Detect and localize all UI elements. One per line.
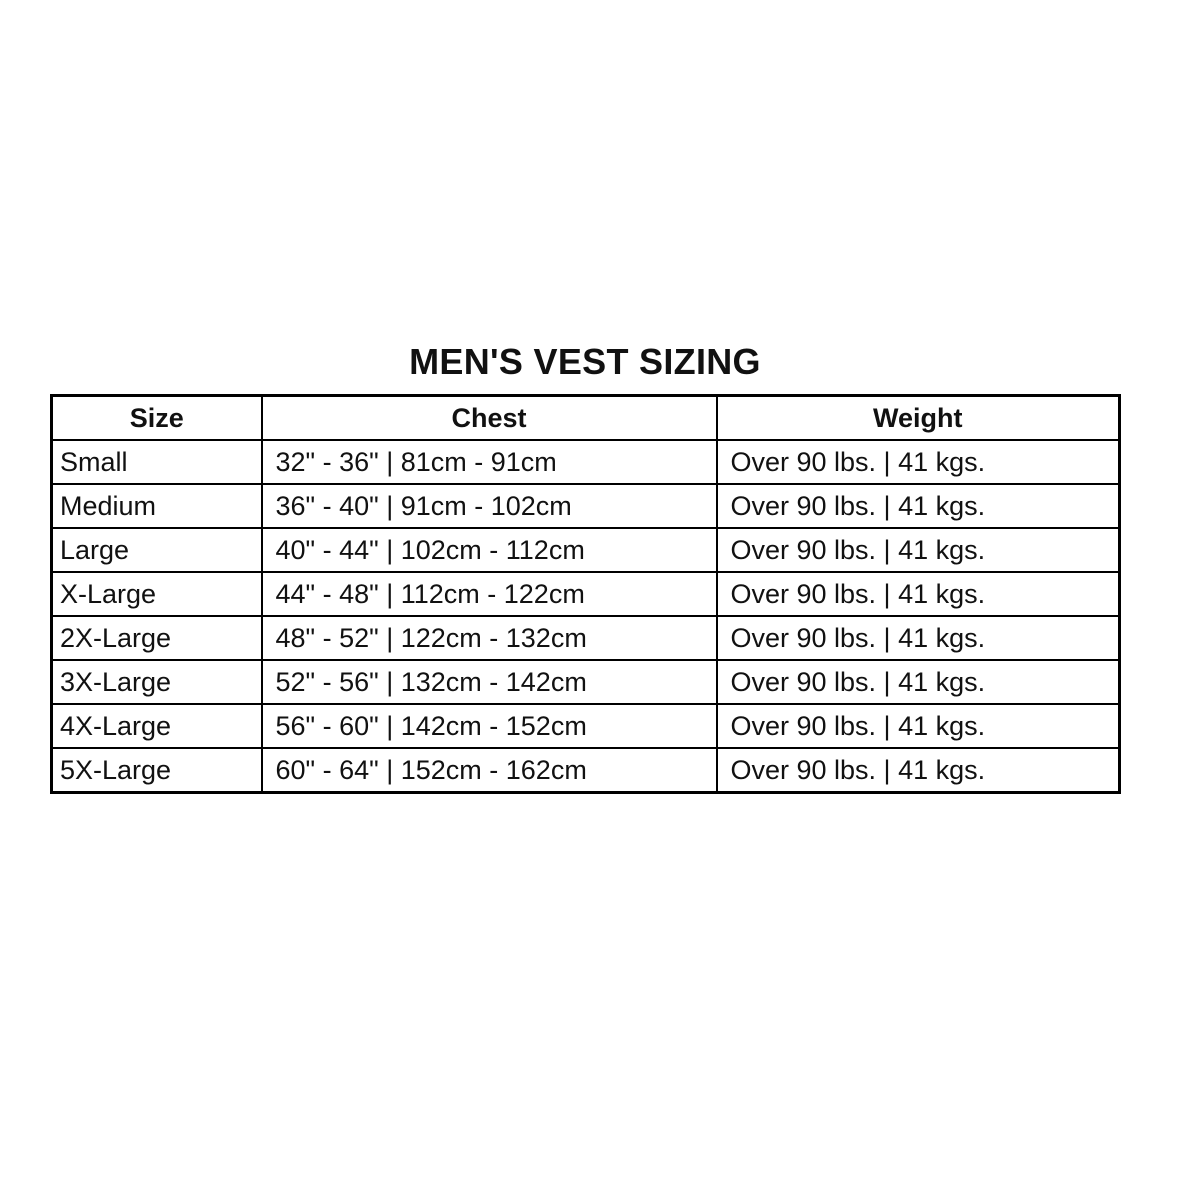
chest-cell: 44" - 48" | 112cm - 122cm (262, 572, 717, 616)
weight-cell: Over 90 lbs. | 41 kgs. (717, 748, 1120, 793)
table-row (52, 704, 1120, 748)
size-cell: 5X-Large (52, 748, 262, 793)
table-row (52, 616, 1120, 660)
table-row (52, 748, 1120, 793)
table-row (52, 572, 1120, 616)
chest-cell: 56" - 60" | 142cm - 152cm (262, 704, 717, 748)
header-weight: Weight (717, 396, 1120, 441)
table-header-row (52, 396, 1120, 441)
size-cell: Medium (52, 484, 262, 528)
header-chest: Chest (262, 396, 717, 441)
header-size: Size (52, 396, 262, 441)
page-title: MEN'S VEST SIZING (409, 341, 761, 382)
table-row (52, 440, 1120, 484)
size-cell: 3X-Large (52, 660, 262, 704)
chest-cell: 48" - 52" | 122cm - 132cm (262, 616, 717, 660)
weight-cell: Over 90 lbs. | 41 kgs. (717, 704, 1120, 748)
weight-cell: Over 90 lbs. | 41 kgs. (717, 660, 1120, 704)
size-cell: Large (52, 528, 262, 572)
sizing-table (50, 394, 1121, 794)
chest-cell: 32" - 36" | 81cm - 91cm (262, 440, 717, 484)
chest-cell: 60" - 64" | 152cm - 162cm (262, 748, 717, 793)
weight-cell: Over 90 lbs. | 41 kgs. (717, 484, 1120, 528)
table-row (52, 660, 1120, 704)
table-row (52, 484, 1120, 528)
weight-cell: Over 90 lbs. | 41 kgs. (717, 572, 1120, 616)
size-cell: 4X-Large (52, 704, 262, 748)
size-cell: 2X-Large (52, 616, 262, 660)
size-cell: X-Large (52, 572, 262, 616)
weight-cell: Over 90 lbs. | 41 kgs. (717, 440, 1120, 484)
chest-cell: 36" - 40" | 91cm - 102cm (262, 484, 717, 528)
weight-cell: Over 90 lbs. | 41 kgs. (717, 616, 1120, 660)
size-cell: Small (52, 440, 262, 484)
chest-cell: 40" - 44" | 102cm - 112cm (262, 528, 717, 572)
chest-cell: 52" - 56" | 132cm - 142cm (262, 660, 717, 704)
weight-cell: Over 90 lbs. | 41 kgs. (717, 528, 1120, 572)
table-row (52, 528, 1120, 572)
